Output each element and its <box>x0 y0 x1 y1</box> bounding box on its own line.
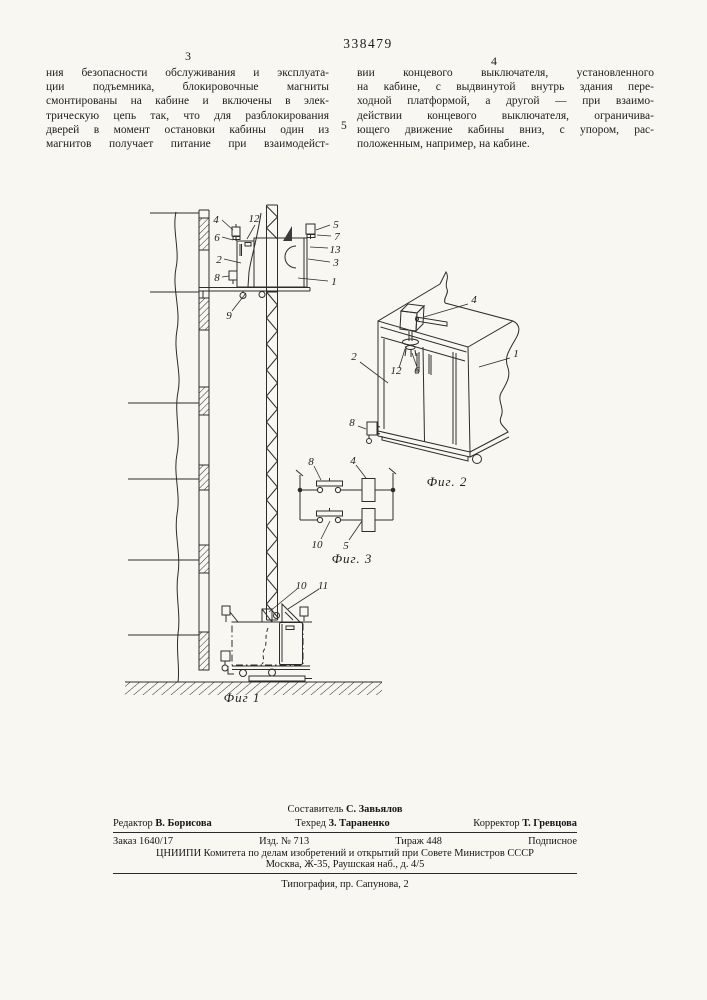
fig1-label-6: 6 <box>214 232 220 244</box>
cabin-roof-magnets <box>222 606 308 622</box>
magnet-coil <box>362 479 375 502</box>
figure-2-drawing <box>349 272 519 489</box>
text-line: вии концевого выключателя, установленного <box>357 67 654 79</box>
fig1-label-3: 3 <box>333 257 339 269</box>
fig1-caption: Фиг 1 <box>223 690 261 705</box>
editor-name: В. Борисова <box>155 818 212 829</box>
address-line: Москва, Ж-35, Раушская наб., д. 4/5 <box>265 859 425 870</box>
text-line: трическую цепь так, что для разблокирования <box>46 109 329 122</box>
organization-line: ЦНИИПИ Комитета по делам изобретений и открытий при Совете Министров СССР <box>156 848 534 859</box>
door-magnet <box>229 271 237 284</box>
order-number: Заказ 1640/17 <box>113 836 174 847</box>
fig3-label-5: 5 <box>343 540 349 552</box>
fig2-label-8: 8 <box>349 417 355 429</box>
right-magnet-latch <box>306 224 315 239</box>
compiler-name: С. Завьялов <box>345 804 403 815</box>
corrector-name: Т. Гревцова <box>522 818 577 829</box>
fig2-label-2: 2 <box>351 351 357 363</box>
fig2-label-6: 6 <box>414 365 420 377</box>
fig1-label-8: 8 <box>214 272 220 284</box>
text-line: положенным, например, на кабине. <box>357 138 530 151</box>
left-magnet-latch <box>232 224 240 241</box>
text-line: смонтированы на кабине и включены в элек- <box>46 95 329 108</box>
wall-hatch-segment <box>199 545 209 573</box>
magnet-coil <box>362 509 375 532</box>
cabin-arc <box>285 246 296 268</box>
fig2-label-4: 4 <box>471 294 477 306</box>
contact-bar <box>317 481 343 486</box>
fig1-label-9: 9 <box>226 310 232 322</box>
fig1-label-11: 11 <box>317 580 329 592</box>
page-number-right: 4 <box>491 54 497 68</box>
lower-cabin-group <box>125 589 382 695</box>
transfer-platform <box>199 288 310 299</box>
fig1-label-5: 5 <box>333 219 339 231</box>
patent-number: 338479 <box>343 36 393 51</box>
footer-rule-top <box>113 832 577 833</box>
subscription-note: Подписное <box>528 836 577 847</box>
contact-bar <box>317 511 343 516</box>
text-line: магнитов получает питание при взаимодейст- <box>46 138 329 151</box>
techred-cell <box>295 818 389 829</box>
corrector-cell <box>473 818 577 829</box>
wall-hatch-segment <box>199 632 209 670</box>
fig2-caption: Фиг. 2 <box>426 474 468 489</box>
column-line-number: 5 <box>341 120 347 132</box>
torn-side-edge <box>470 321 519 452</box>
mast-bracket <box>283 226 292 241</box>
staff-row <box>113 818 577 829</box>
base-skid <box>249 676 305 681</box>
cabin-door-panel <box>280 623 303 665</box>
techred-label: Техред <box>295 818 326 829</box>
text-line: действии концевого выключателя, ограничива- <box>357 109 654 122</box>
order-row <box>113 836 577 847</box>
text-line: ходной платформой, а другой — при взаимо- <box>357 95 654 108</box>
text-line: ющего движение кабины вниз, с упором, рас- <box>357 123 654 136</box>
fig1-label-4: 4 <box>213 214 219 226</box>
torn-top-piece <box>440 272 447 303</box>
printer-line: Типография, пр. Сапунова, 2 <box>281 879 409 890</box>
fig2-label-1: 1 <box>513 348 519 360</box>
wall-hatch-segment <box>199 218 209 250</box>
fig1-label-1: 1 <box>331 276 337 288</box>
techred-name: З. Тараненко <box>328 818 390 829</box>
compiler-label: Составитель <box>287 804 344 815</box>
fig1-label-7: 7 <box>334 231 340 243</box>
cabin-side-magnet <box>221 651 230 671</box>
compiler-line <box>113 804 577 815</box>
building-torn-edge <box>175 212 179 682</box>
fig1-label-12: 12 <box>248 213 260 225</box>
fig3-label-10: 10 <box>311 539 323 551</box>
print-run: Тираж 448 <box>395 836 443 847</box>
cabin-body <box>254 238 307 287</box>
imprint-footer <box>113 804 577 890</box>
fig1-label-2: 2 <box>216 254 222 266</box>
edition-number: Изд. № 713 <box>259 836 310 847</box>
text-line: на кабине, с выдвинутой внутрь здания пере- <box>357 81 654 94</box>
fig2-label-12: 12 <box>390 365 402 377</box>
fig3-label-8: 8 <box>308 456 314 468</box>
corrector-label: Корректор <box>473 818 520 829</box>
fig1-label-13: 13 <box>329 244 341 256</box>
page-number-left: 3 <box>185 49 191 63</box>
fig3-caption: Фиг. 3 <box>331 551 373 566</box>
text-line: дверей в момент остановки кабины один из <box>46 123 329 136</box>
text-line: ции подъемника, блокировочные магниты <box>46 81 329 94</box>
editor-cell <box>113 818 212 829</box>
fig3-label-4: 4 <box>350 455 356 467</box>
wall-hatch-segment <box>199 387 209 415</box>
text-line: ния безопасности обслуживания и эксплуата- <box>46 67 329 79</box>
figure-3-drawing <box>296 455 396 566</box>
lattice-mast <box>267 205 278 620</box>
sliding-doors <box>381 337 465 445</box>
wall-hatch-segment <box>199 298 209 330</box>
figure-1-drawing <box>125 205 382 705</box>
editor-label: Редактор <box>113 818 153 829</box>
wall-hatch-segment <box>199 465 209 490</box>
fig1-label-10: 10 <box>295 580 307 592</box>
footer-rule-bottom <box>113 873 577 874</box>
